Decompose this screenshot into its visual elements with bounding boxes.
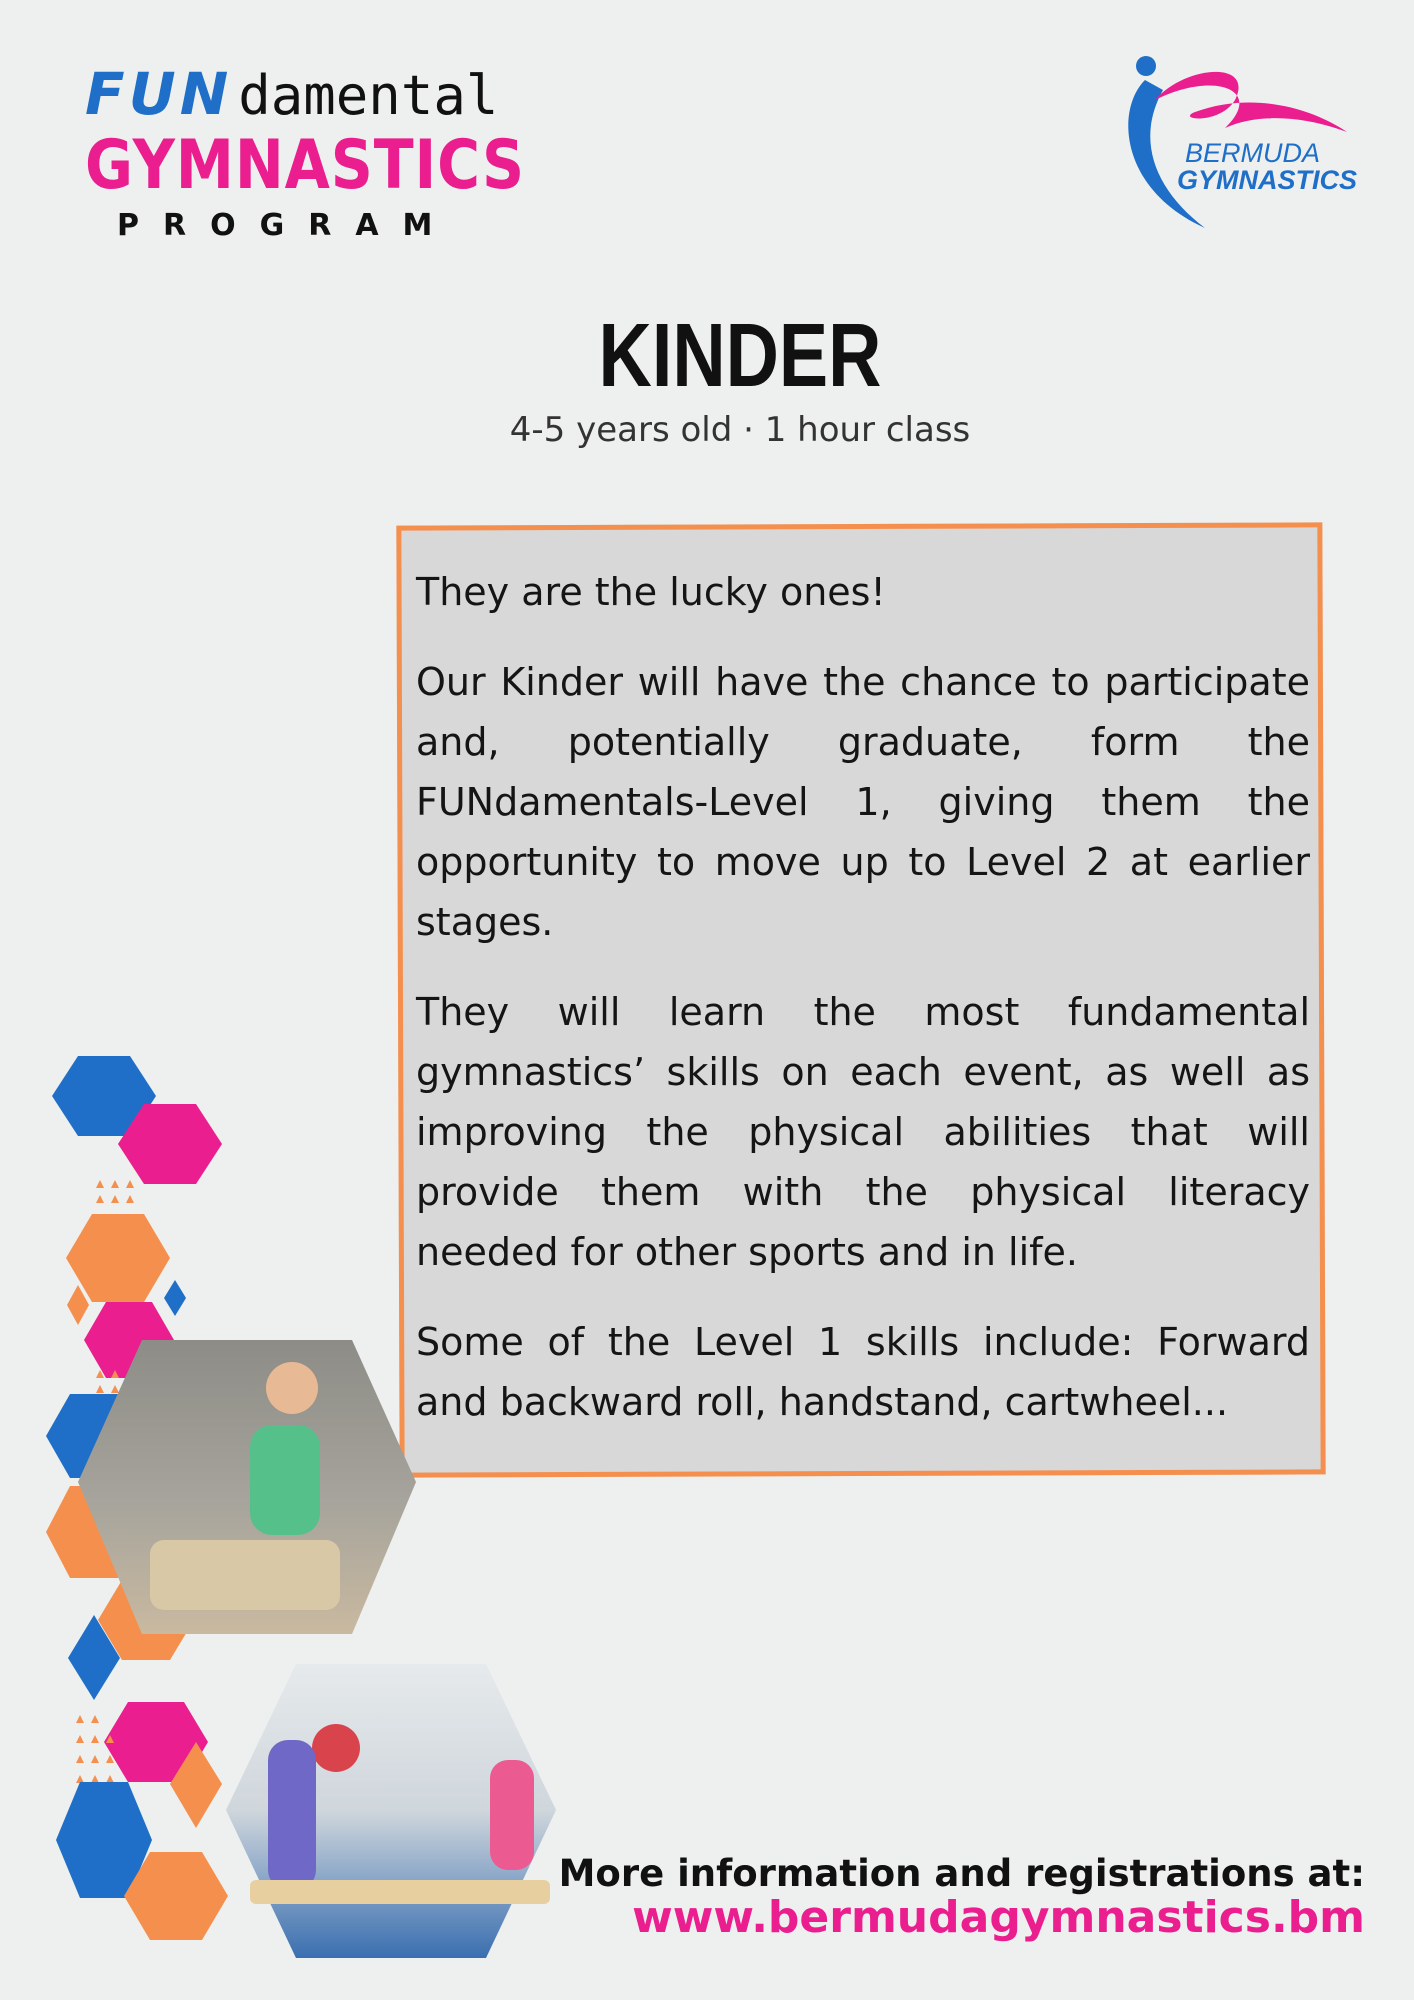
program-logo bbox=[85, 60, 525, 243]
bermuda-logo-line2: GYMNASTICS bbox=[1177, 165, 1358, 195]
hexagon-orange bbox=[66, 1214, 170, 1302]
more-info-text: More information and registrations at: bbox=[558, 1852, 1365, 1895]
triangle-pattern bbox=[96, 1180, 134, 1203]
logo-damental-text: damental bbox=[238, 64, 499, 127]
info-paragraph-1: They are the lucky ones! bbox=[416, 570, 886, 614]
info-paragraph-4: Some of the Level 1 skills include: Forward and backward roll, handstand, cartwheel... bbox=[416, 1320, 1310, 1424]
logo-gymnastics-text: GYMNASTICS bbox=[85, 126, 525, 205]
photo1-child-body bbox=[250, 1425, 320, 1535]
hexagon-decoration bbox=[0, 1040, 600, 2000]
website-link[interactable]: www.bermudagymnastics.bm bbox=[632, 1892, 1365, 1943]
page-title: KINDER bbox=[598, 306, 882, 406]
diamond-blue bbox=[164, 1280, 186, 1316]
info-paragraph-3: They will learn the most fundamental gymnastics’ skills on each event, as well as improving the physical abilities that will provide them with the physical literacy needed for other sports and in life. bbox=[416, 990, 1310, 1274]
photo2-child-right bbox=[490, 1760, 534, 1870]
logo-fundamental-line bbox=[85, 60, 498, 128]
logo-fun-text: FUN bbox=[85, 60, 233, 128]
photo1-pommel bbox=[150, 1540, 340, 1610]
photo1-child-head bbox=[266, 1362, 318, 1414]
photo2-child-left bbox=[268, 1740, 316, 1890]
photo2-ball bbox=[312, 1724, 360, 1772]
bermuda-gymnastics-logo bbox=[1115, 50, 1358, 235]
info-paragraph-2: Our Kinder will have the chance to participate and, potentially graduate, form the FUNdamentals-Level 1, giving them the opportunity to move up to Level 2 at earlier stages. bbox=[416, 660, 1310, 944]
photo2-beam bbox=[250, 1880, 550, 1904]
page-subtitle: 4-5 years old · 1 hour class bbox=[509, 410, 971, 450]
logo-program-text: PROGRAM bbox=[117, 208, 457, 243]
bermuda-logo-line1: BERMUDA bbox=[1185, 138, 1321, 168]
